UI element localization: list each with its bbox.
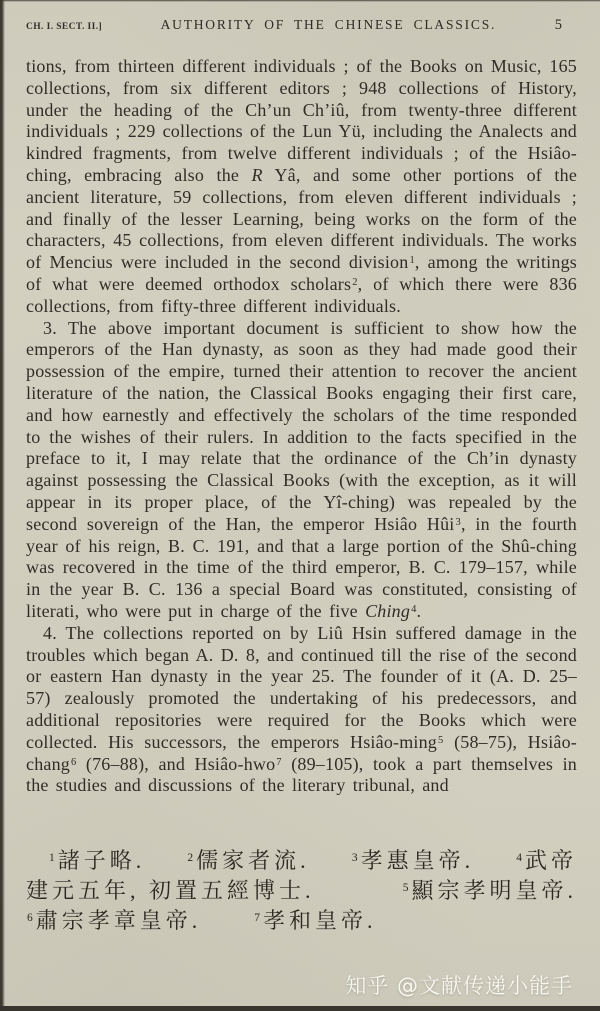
footnote-line	[26, 876, 577, 906]
paragraph: tions, from thirteen different individuals ; of the Books on Music, 165 collections, from six different editors ; 948 collections of History, under the heading of the Ch’un Ch’iû, from twenty-three different individuals ; 229 collections of the Lun Yü, including the Analects and kindred fragments, from twelve different individuals ; of the Hsiâo-ching, embracing also the R Yâ, and some other portions of the ancient literature, 59 collections, from eleven different individuals ; and finally of the lesser Learning, being works on the form of the characters, 45 collections, from eleven different individuals. The works of Mencius were included in the second division$^1$, among the writings of what were deemed orthodox scholars$^2$, of which there were 836 collections, from fifty-three different individuals.	[26, 56, 578, 316]
footnote-reference: 6	[70, 756, 77, 768]
watermark: 知乎 @文献传递小能手	[345, 974, 573, 998]
footnote-reference: 2	[352, 276, 358, 288]
footnote-reference: 7	[254, 912, 261, 924]
footnote-reference: 4	[411, 603, 417, 615]
paragraph: 3. The above important document is sufficient to show how the emperors of the Han dynasty, as soon as they had made good their possession of the empire, turned their attention to recover the ancient literature of the nation, the Classical Books engaging their first care, and how earnestly and effectively the scholars of the time responded to the wishes of their rulers. In addition to the facts specified in the preface to it, I may relate that the ordinance of the Ch’in dynasty against possessing the Classical Books (with the exception, as it will appear in its proper place, of the Yî-ching) was repealed by the second sovereign of the Han, the emperor Hsiâo Hûi$^3$, in the fourth year of his reign, B. C. 191, and that a large portion of the Shû-ching was recovered in the time of the third emperor, B. C. 179–157, while in the year B. C. 136 a special Board was constituted, consisting of literati, who were put in charge of the five Ching$^4$.	[26, 317, 577, 621]
footnote-line	[26, 906, 577, 936]
footnote-reference: 3	[351, 852, 358, 864]
footnote-segment: $^1$ 諸子略.	[49, 848, 146, 873]
page-header	[26, 17, 576, 34]
footnote-reference: 3	[455, 516, 461, 528]
header-section-label: CH. I. SECT. II.]	[26, 22, 103, 32]
italic-text: Ching	[365, 600, 411, 621]
footnote-segment: $^2$ 儒家者流.	[187, 848, 310, 873]
footnote-reference: 2	[187, 852, 194, 864]
header-title: AUTHORITY OF THE CHINESE CLASSICS.	[160, 17, 497, 32]
footnote-reference: 5	[402, 882, 409, 894]
footnote-reference: 4	[516, 852, 522, 864]
footnote-segment: $^5$ 顯宗孝明皇帝.	[402, 878, 577, 903]
footnote-reference: 6	[27, 912, 33, 924]
footnote-reference: 7	[276, 756, 282, 768]
header-page-number: 5	[554, 17, 562, 33]
scan-edge-left	[0, 0, 5, 1011]
italic-text: R	[251, 164, 263, 185]
footnotes	[26, 846, 577, 936]
scan-edge-bottom	[0, 1006, 600, 1011]
body-text	[26, 56, 577, 797]
footnote-segment: $^6$ 肅宗孝章皇帝.	[27, 908, 202, 933]
footnote-segment: $^7$ 孝和皇帝.	[254, 908, 377, 933]
footnote-reference: 5	[438, 734, 444, 746]
footnote-reference: 1	[49, 852, 55, 864]
scan-edge-top	[0, 0, 600, 2]
footnote-segment: $^4$ 武帝	[516, 848, 577, 873]
footnote-segment: $^3$ 孝惠皇帝.	[351, 848, 475, 873]
footnote-line	[26, 846, 577, 876]
footnote-reference: 1	[409, 255, 415, 267]
paragraph: 4. The collections reported on by Liû Hsin suffered damage in the troubles which began A. D. 8, and continued till the rise of the second or eastern Han dynasty in the year 25. The founder of it (A. D. 25–57) zealously promoted the undertaking of his predecessors, and additional repositories were required for the Books which were collected. His successors, the emperors Hsiâo-ming$^5$ (58–75), Hsiâo-chang$^6$ (76–88), and Hsiâo-hwo$^7$ (89–105), took a part themselves in the studies and discussions of the literary tribunal, and	[26, 622, 577, 796]
footnote-segment: 建元五年, 初置五經博士.	[26, 878, 315, 903]
